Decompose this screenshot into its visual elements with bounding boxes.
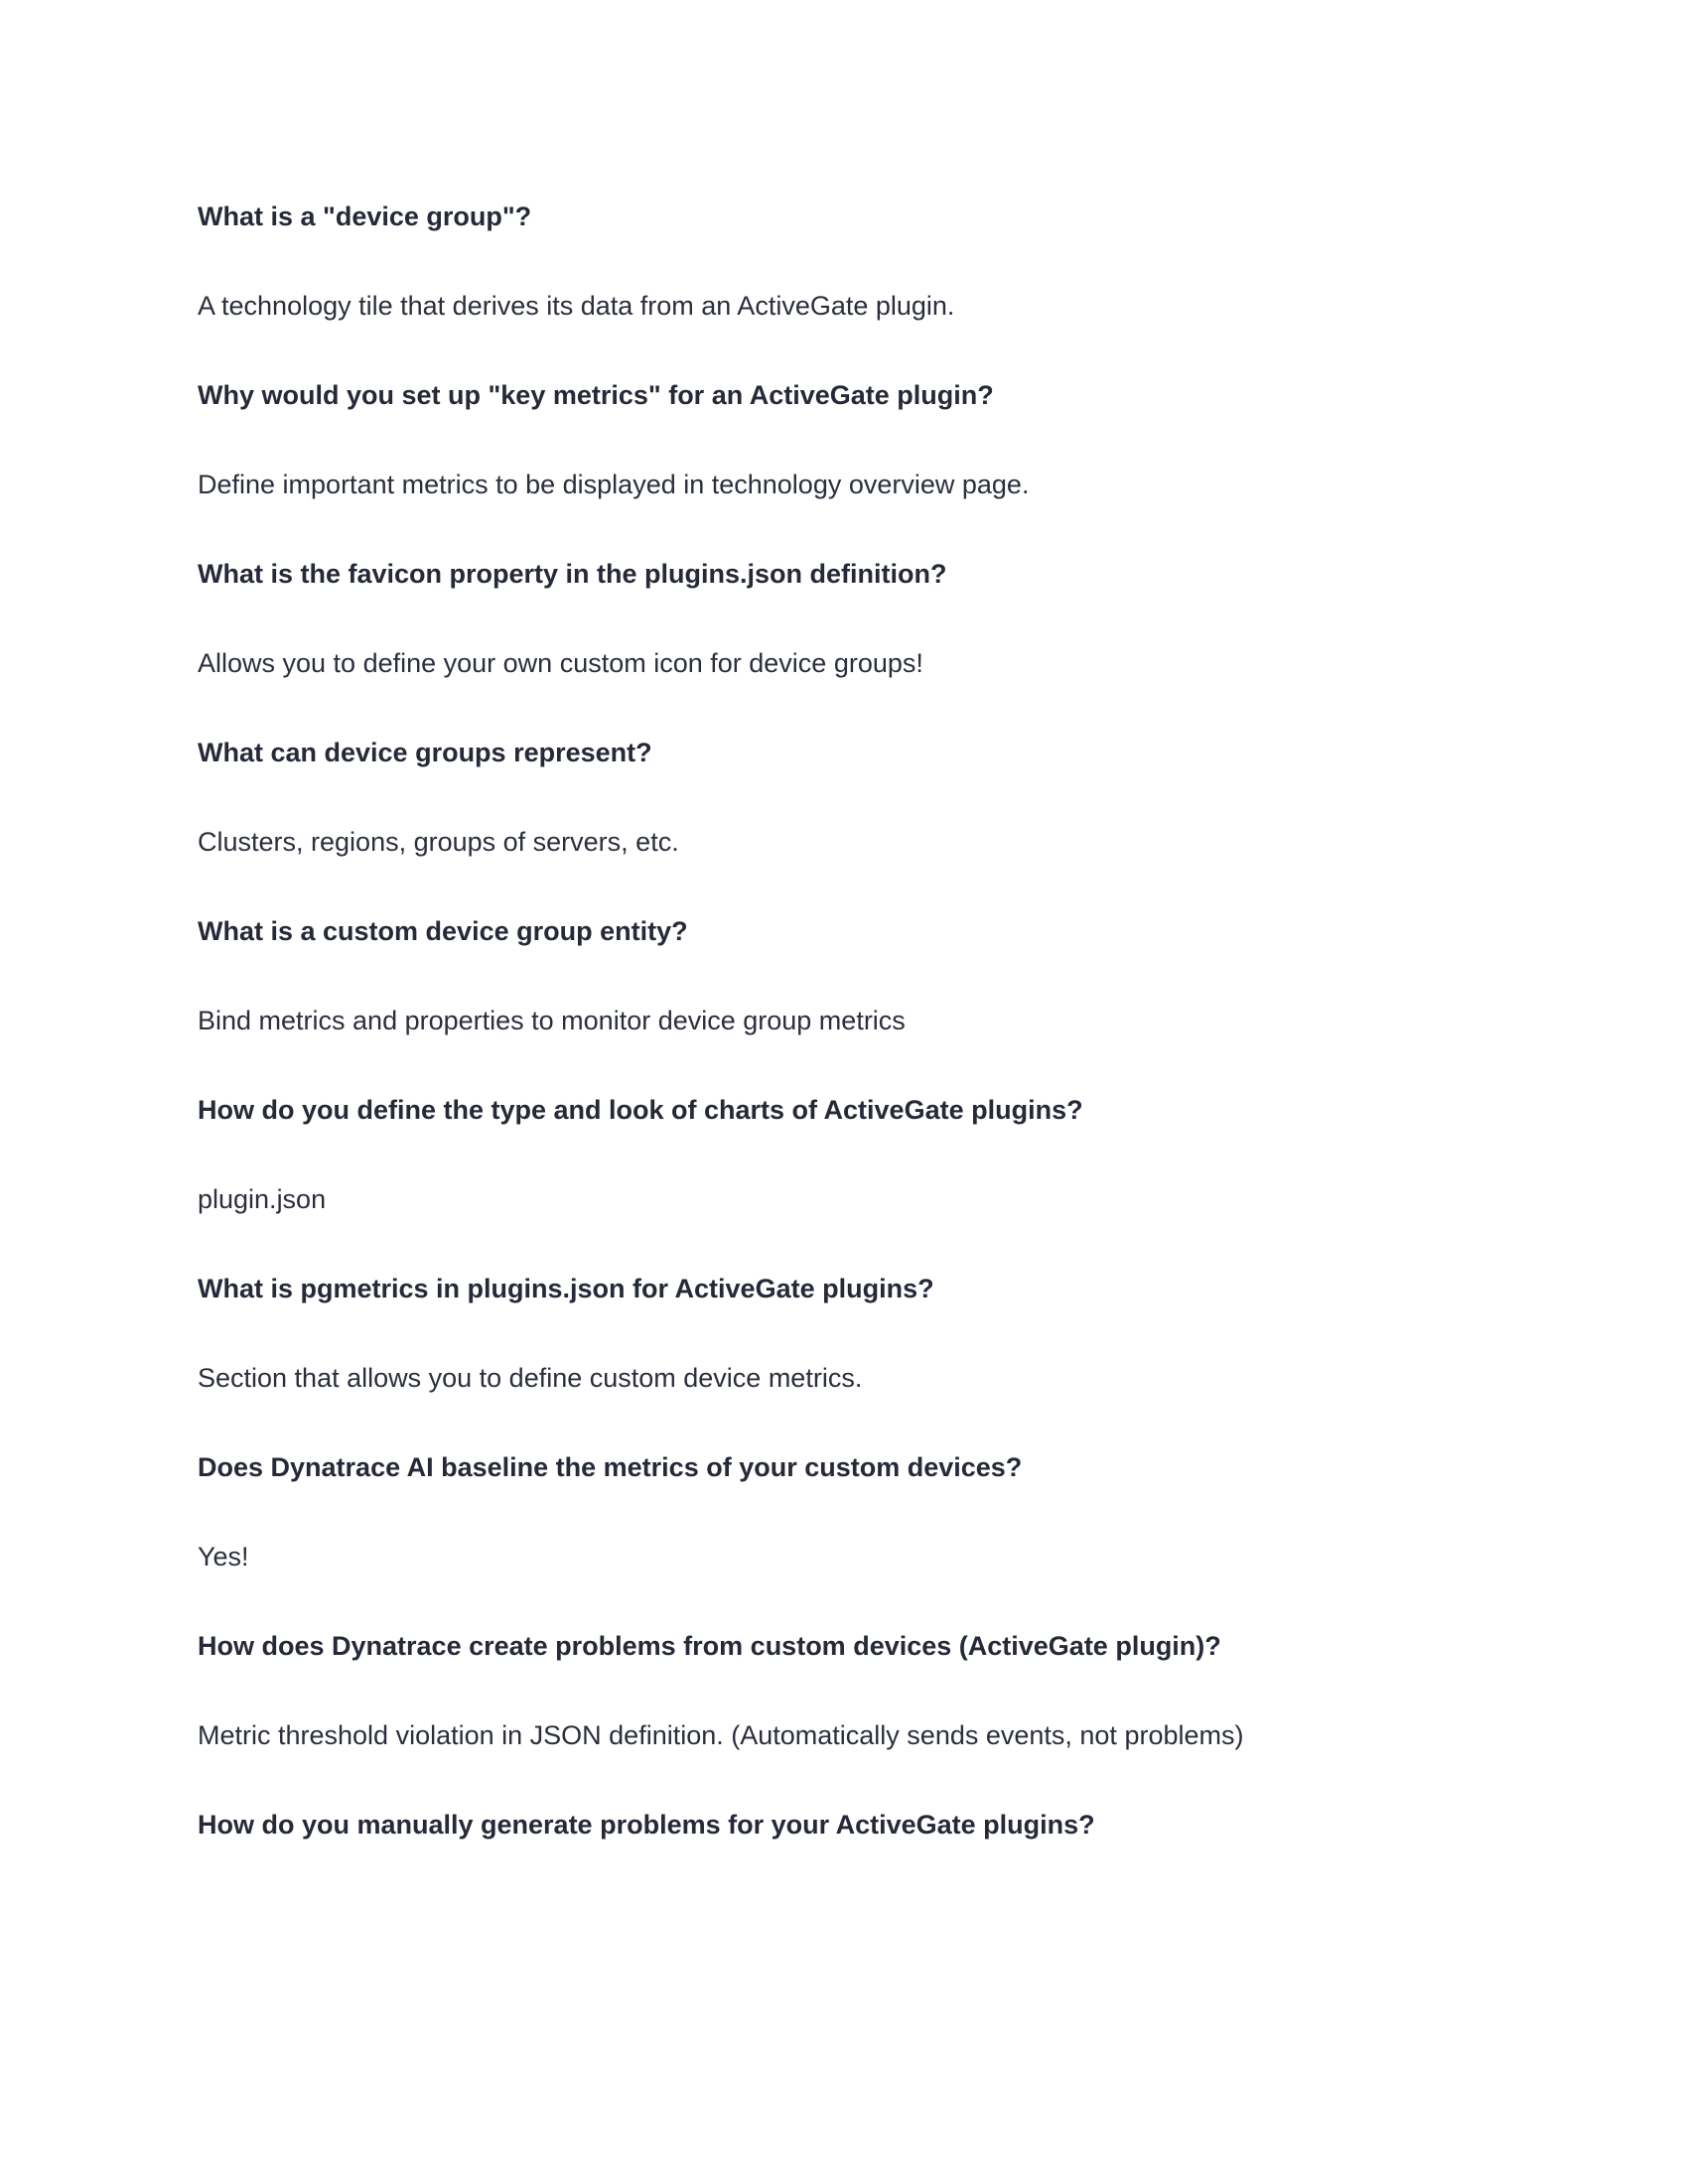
answer-text: A technology tile that derives its data from an ActiveGate plugin. [198, 291, 955, 321]
answer-text: Allows you to define your own custom icon for device groups! [198, 648, 923, 678]
answer-text: Clusters, regions, groups of servers, etc. [198, 827, 679, 857]
answer-text: plugin.json [198, 1184, 327, 1214]
question-heading: How does Dynatrace create problems from custom devices (ActiveGate plugin)? [198, 1631, 1221, 1661]
question-heading: What is the favicon property in the plugins.json definition? [198, 559, 947, 589]
answer-text: Section that allows you to define custom device metrics. [198, 1363, 863, 1393]
question-heading: What can device groups represent? [198, 738, 652, 767]
answer-text: Metric threshold violation in JSON definition. (Automatically sends events, not problems) [198, 1720, 1244, 1750]
document-page [198, 189, 1488, 1886]
question-heading: How do you define the type and look of charts of ActiveGate plugins? [198, 1095, 1083, 1125]
answer-text: Yes! [198, 1542, 249, 1571]
question-heading: What is a "device group"? [198, 202, 532, 231]
answer-text: Bind metrics and properties to monitor device group metrics [198, 1006, 906, 1035]
question-heading: What is a custom device group entity? [198, 916, 688, 946]
question-heading: Why would you set up "key metrics" for an ActiveGate plugin? [198, 380, 994, 410]
answer-text: Define important metrics to be displayed in technology overview page. [198, 470, 1030, 499]
question-heading: Does Dynatrace AI baseline the metrics of your custom devices? [198, 1452, 1023, 1482]
question-heading: What is pgmetrics in plugins.json for ActiveGate plugins? [198, 1274, 934, 1303]
question-heading: How do you manually generate problems for your ActiveGate plugins? [198, 1810, 1095, 1840]
